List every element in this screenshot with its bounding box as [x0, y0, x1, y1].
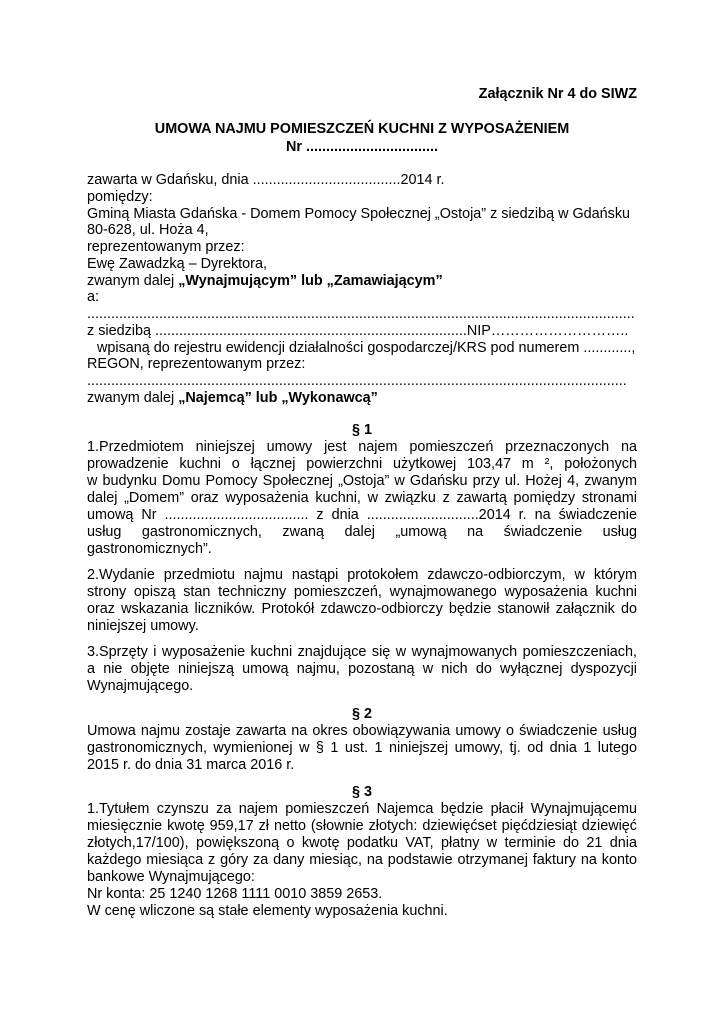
paragraph-line: 2015 r. do dnia 31 marca 2016 r.: [87, 756, 295, 773]
paragraph-line: a nie objęte niniejszą umową najmu, pozostaną w nich do wyłącznej dyspozycji: [87, 660, 637, 677]
section-heading: § 2: [351, 705, 372, 722]
landlord-representative: Ewę Zawadzką – Dyrektora,: [87, 255, 267, 272]
paragraph-line: niniejszej umowy.: [87, 617, 199, 634]
paragraph-line: bankowe Wynajmującego:: [87, 868, 255, 885]
paragraph-line: miesięcznie kwotę 959,17 zł netto (słownie złotych: dziewięćset pięćdziesiąt dziewięć: [87, 817, 637, 834]
paragraph-line: Wynajmującego.: [87, 677, 194, 694]
paragraph-line: 1.Przedmiotem niniejszej umowy jest najem pomieszczeń przeznaczonych na: [87, 438, 637, 455]
contract-number-line: Nr .................................: [286, 139, 438, 155]
annex-label: Załącznik Nr 4 do SIWZ: [478, 86, 637, 102]
paragraph-line: każdego miesiąca z góry za dany miesiąc, na podstawie otrzymanej faktury na konto: [87, 851, 637, 868]
landlord-name-line: Gminą Miasta Gdańska - Domem Pomocy Społecznej „Ostoja” z siedzibą w Gdańsku: [87, 205, 631, 222]
paragraph-line: prowadzenie kuchni o łącznej powierzchni użytkowej 103,47 m ², położonych: [87, 455, 637, 472]
paragraph-2-1: [87, 723, 637, 774]
parties-block: [87, 172, 637, 407]
section-2: [87, 706, 637, 774]
document-title: UMOWA NAJMU POMIESZCZEŃ KUCHNI Z WYPOSAŻENIEM: [154, 121, 570, 137]
paragraph-line: Umowa najmu zostaje zawarta na okres obowiązywania umowy o świadczenie usług: [87, 722, 637, 739]
tenant-designation-name: „Najemcą” lub „Wykonawcą”: [178, 389, 378, 406]
tenant-designation: [87, 390, 637, 407]
landlord-represented-by: reprezentowanym przez:: [87, 239, 245, 255]
tenant-register-line: wpisaną do rejestru ewidencji działalności gospodarczej/KRS pod numerem ............,: [97, 339, 636, 356]
paragraph-line: gastronomicznych”.: [87, 540, 212, 557]
bank-account-line: Nr konta: 25 1240 1268 1111 0010 3859 2653.: [87, 885, 383, 902]
landlord-designation: [87, 273, 637, 290]
paragraph-line: w budynku Domu Pomocy Społecznej „Ostoja” w Gdańsku przy ul. Hożej 4, zwanym: [87, 472, 637, 489]
section-3: [87, 784, 637, 920]
paragraph-1-1: [87, 439, 637, 558]
paragraph-line: usług gastronomicznych, zwaną dalej „umową na świadczenie usług: [87, 523, 637, 540]
landlord-address-line: 80-628, ul. Hoża 4,: [87, 222, 209, 239]
tenant-regon-line: REGON, reprezentowanym przez:: [87, 356, 306, 373]
tenant-seat-line: z siedzibą ..............................................................................NIP………………………..: [87, 322, 629, 339]
tenant-name-blank: .........................................................................................................................................: [87, 306, 635, 322]
document-content: [87, 86, 637, 920]
paragraph-line: 2.Wydanie przedmiotu najmu nastąpi protokołem zdawczo-odbiorczym, w którym: [87, 566, 637, 583]
and-line: a:: [87, 289, 100, 306]
tenant-designation-prefix: zwanym dalej: [87, 389, 179, 406]
paragraph-line: oraz wskazania liczników. Protokół zdawczo-odbiorczy będzie stanowił załącznik do: [87, 600, 637, 617]
landlord-designation-prefix: zwanym dalej: [87, 272, 179, 289]
section-heading: § 3: [351, 783, 372, 800]
landlord-designation-name: „Wynajmującym” lub „Zamawiającym”: [178, 272, 443, 289]
paragraph-line: 1.Tytułem czynszu za najem pomieszczeń Najemca będzie płacił Wynajmującemu: [87, 800, 637, 817]
paragraph-line: 3.Sprzęty i wyposażenie kuchni znajdujące się w wynajmowanych pomieszczeniach,: [87, 643, 637, 660]
between-line: pomiędzy:: [87, 188, 153, 205]
paragraph-3-1: [87, 801, 637, 920]
section-1: [87, 422, 637, 695]
paragraph-line: złotych,17/100), powiększoną o kwotę podatku VAT, płatny w terminie do 21 dnia: [87, 834, 637, 851]
tenant-representative-blank: .......................................................................................................................................: [87, 373, 627, 389]
paragraph-line: dalej „Domem” oraz wyposażenia kuchni, w związku z zawartą pomiędzy stronami: [87, 489, 637, 506]
paragraph-line: umową Nr .................................... z dnia ............................2014 r. na świadczenie: [87, 506, 637, 523]
paragraph-line: W cenę wliczone są stałe elementy wyposażenia kuchni.: [87, 902, 448, 919]
paragraph-1-3: [87, 644, 637, 695]
section-heading: § 1: [351, 421, 372, 438]
paragraph-line: gastronomicznych, wymienionej w § 1 ust. 1 niniejszej umowy, tj. od dnia 1 lutego: [87, 739, 637, 756]
paragraph-line: strony opiszą stan techniczny pomieszczeń, wynajmowanego wyposażenia kuchni: [87, 583, 637, 600]
date-line: zawarta w Gdańsku, dnia .....................................2014 r.: [87, 172, 445, 188]
paragraph-1-2: [87, 567, 637, 635]
